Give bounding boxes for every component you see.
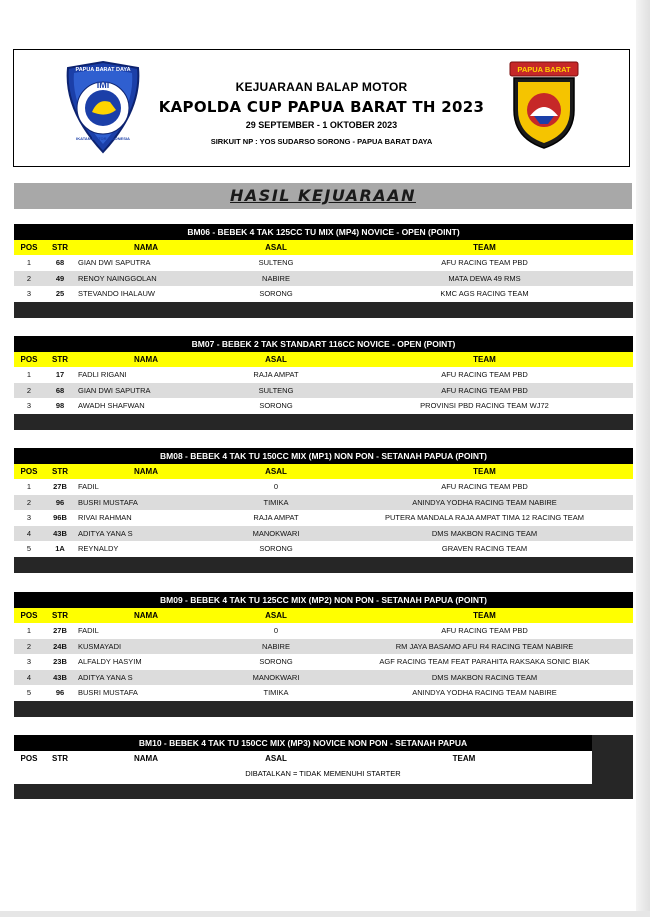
cell-team: AFU RACING TEAM PBD	[441, 626, 528, 635]
col-asal-header: ASAL	[265, 467, 287, 476]
result-row	[14, 654, 633, 670]
col-asal-header: ASAL	[265, 611, 287, 620]
cell-pos: 3	[26, 657, 32, 666]
col-pos-header: POS	[20, 611, 38, 620]
cell-team: MATA DEWA 49 RMS	[448, 273, 521, 283]
cell-nama: ADITYA YANA S	[78, 672, 133, 682]
col-nama-header: NAMA	[134, 243, 158, 252]
cell-str: 1A	[55, 544, 65, 553]
cell-nama: RIVAI RAHMAN	[78, 513, 132, 522]
cell-asal: SORONG	[259, 544, 293, 553]
col-str-header: STR	[52, 355, 68, 364]
column-header-row	[14, 352, 633, 367]
col-team-header: TEAM	[473, 467, 496, 476]
result-row	[14, 255, 633, 271]
cell-pos: 2	[26, 497, 32, 507]
cell-pos: 3	[26, 513, 32, 522]
cell-nama: FADIL	[78, 482, 99, 491]
col-asal-header: ASAL	[265, 243, 287, 252]
cell-pos: 3	[26, 401, 32, 410]
cancelled-section-body	[14, 735, 592, 784]
result-row	[14, 398, 633, 414]
cell-asal: SORONG	[259, 401, 293, 410]
cell-team: AFU RACING TEAM PBD	[441, 482, 528, 491]
cell-asal: SORONG	[259, 289, 293, 298]
cell-asal: 0	[273, 482, 279, 491]
cell-str: 98	[55, 401, 65, 410]
result-row	[14, 286, 633, 302]
column-header-row	[14, 751, 592, 766]
cell-str: 23B	[53, 657, 67, 666]
cell-pos: 2	[26, 641, 32, 651]
cell-team: DMS MAKBON RACING TEAM	[431, 672, 538, 682]
cell-str: 68	[55, 385, 65, 395]
col-team-header: TEAM	[473, 243, 496, 252]
result-row	[14, 271, 633, 287]
cell-nama: BUSRI MUSTAFA	[78, 688, 138, 697]
col-team-header: TEAM	[473, 355, 496, 364]
cell-nama: RENOY NAINGGOLAN	[78, 273, 157, 283]
cell-asal: NABIRE	[262, 641, 290, 651]
col-str-header: STR	[52, 243, 68, 252]
race-class-section	[14, 592, 633, 717]
cell-nama: STEVANDO IHALAUW	[78, 289, 155, 298]
cell-asal: SORONG	[259, 657, 293, 666]
cell-str: 43B	[53, 528, 67, 538]
cell-str: 49	[55, 273, 65, 283]
imi-logo-mid-text: IMI	[96, 80, 110, 90]
col-pos-header: POS	[20, 355, 38, 364]
col-pos-header: POS	[20, 467, 38, 476]
cell-team: ANINDYA YODHA RACING TEAM NABIRE	[412, 688, 557, 697]
cell-str: 17	[55, 370, 65, 379]
cell-nama: REYNALDY	[78, 544, 119, 553]
cell-pos: 1	[26, 482, 32, 491]
column-header-row	[14, 240, 633, 255]
cell-asal: RAJA AMPAT	[253, 370, 299, 379]
cell-pos: 5	[26, 688, 32, 697]
cell-pos: 1	[26, 258, 32, 267]
cell-str: 27B	[53, 626, 67, 635]
cell-nama: AWADH SHAFWAN	[78, 401, 145, 410]
col-nama-header: NAMA	[134, 467, 158, 476]
cell-asal: SULTENG	[258, 258, 294, 267]
cell-pos: 1	[26, 626, 32, 635]
cell-str: 96	[55, 688, 65, 697]
class-title: BM08 - BEBEK 4 TAK TU 150CC MIX (MP1) NON PON - SETANAH PAPUA (POINT)	[14, 448, 633, 464]
cell-str: 96	[55, 497, 65, 507]
cell-str: 25	[55, 289, 65, 298]
col-nama-header: NAMA	[134, 611, 158, 620]
imi-logo-top-text: PAPUA BARAT DAYA	[75, 67, 131, 73]
cell-team: PROVINSI PBD RACING TEAM WJ72	[420, 401, 549, 410]
col-team-header: TEAM	[473, 611, 496, 620]
cell-pos: 4	[26, 672, 32, 682]
class-title: BM10 - BEBEK 4 TAK TU 150CC MIX (MP3) NOVICE NON PON - SETANAH PAPUA	[14, 735, 592, 751]
cell-team: AFU RACING TEAM PBD	[441, 385, 528, 395]
col-nama-header: NAMA	[134, 355, 158, 364]
cell-pos: 2	[26, 385, 32, 395]
event-venue: SIRKUIT NP : YOS SUDARSO SORONG - PAPUA BARAT DAYA	[210, 137, 433, 146]
cancelled-note: DIBATALKAN = TIDAK MEMENUHI STARTER	[14, 766, 592, 782]
cell-team: AGF RACING TEAM FEAT PARAHITA RAKSAKA SONIC BIAK	[379, 657, 590, 666]
section-footer-bar	[14, 701, 633, 717]
cell-asal: RAJA AMPAT	[253, 513, 299, 522]
cell-pos: 3	[26, 289, 32, 298]
col-team-header: TEAM	[452, 754, 476, 763]
cell-nama: FADIL	[78, 626, 99, 635]
cell-team: AFU RACING TEAM PBD	[441, 258, 528, 267]
page-edge-bottom	[0, 911, 650, 917]
cell-team: GRAVEN RACING TEAM	[441, 544, 528, 553]
result-row	[14, 623, 633, 639]
col-pos-header: POS	[20, 243, 38, 252]
result-row	[14, 541, 633, 557]
cell-str: 96B	[53, 513, 67, 522]
cell-str: 24B	[53, 641, 67, 651]
event-title-line2: KAPOLDA CUP PAPUA BARAT TH 2023	[158, 98, 485, 116]
cell-nama: KUSMAYADI	[78, 641, 122, 651]
col-asal-header: ASAL	[265, 754, 287, 763]
result-row	[14, 670, 633, 686]
results-heading: HASIL KEJUARAAN	[230, 186, 416, 205]
event-header	[13, 49, 630, 167]
cell-asal: TIMIKA	[263, 497, 289, 507]
race-class-section-cancelled	[14, 735, 633, 799]
imi-logo-ring-text: IKATAN MOTOR INDONESIA	[76, 136, 130, 141]
cell-team: DMS MAKBON RACING TEAM	[431, 528, 538, 538]
polda-logo-banner-text: PAPUA BARAT	[517, 65, 571, 74]
class-title: BM09 - BEBEK 4 TAK TU 125CC MIX (MP2) NON PON - SETANAH PAPUA (POINT)	[14, 592, 633, 608]
cell-asal: MANOKWARI	[252, 672, 300, 682]
section-footer-bar	[14, 414, 633, 430]
cell-team: AFU RACING TEAM PBD	[441, 370, 528, 379]
cell-team: RM JAYA BASAMO AFU R4 RACING TEAM NABIRE	[395, 641, 574, 651]
class-title: BM06 - BEBEK 4 TAK 125CC TU MIX (MP4) NOVICE - OPEN (POINT)	[14, 224, 633, 240]
cell-nama: BUSRI MUSTAFA	[78, 497, 138, 507]
cell-asal: SULTENG	[258, 385, 294, 395]
cell-asal: TIMIKA	[263, 688, 289, 697]
col-nama-header: NAMA	[134, 754, 158, 763]
cell-nama: FADLI RIGANI	[78, 370, 127, 379]
cell-pos: 4	[26, 528, 32, 538]
result-row	[14, 479, 633, 495]
cell-nama: GIAN DWI SAPUTRA	[78, 258, 151, 267]
cell-str: 43B	[53, 672, 67, 682]
cell-nama: ADITYA YANA S	[78, 528, 133, 538]
col-str-header: STR	[52, 467, 68, 476]
cell-str: 27B	[53, 482, 67, 491]
column-header-row	[14, 464, 633, 479]
cell-pos: 1	[26, 370, 32, 379]
cell-pos: 2	[26, 273, 32, 283]
result-row	[14, 510, 633, 526]
section-footer-bar	[14, 302, 633, 318]
result-row	[14, 367, 633, 383]
cell-team: ANINDYA YODHA RACING TEAM NABIRE	[412, 497, 557, 507]
cell-asal: NABIRE	[262, 273, 290, 283]
race-class-section	[14, 448, 633, 573]
column-header-row	[14, 608, 633, 623]
cell-str: 68	[55, 258, 65, 267]
results-heading-bar	[14, 183, 632, 209]
result-row	[14, 383, 633, 399]
section-footer-bar	[14, 557, 633, 573]
result-row	[14, 495, 633, 511]
cell-pos: 5	[26, 544, 32, 553]
cell-nama: ALFALDY HASYIM	[78, 657, 142, 666]
result-row	[14, 526, 633, 542]
cell-team: PUTERA MANDALA RAJA AMPAT TIMA 12 RACING TEAM	[385, 513, 584, 522]
cell-asal: MANOKWARI	[252, 528, 300, 538]
col-pos-header: POS	[20, 754, 38, 763]
result-row	[14, 685, 633, 701]
col-str-header: STR	[52, 754, 68, 763]
cell-nama: GIAN DWI SAPUTRA	[78, 385, 151, 395]
polda-logo	[508, 58, 580, 150]
col-asal-header: ASAL	[265, 355, 287, 364]
cell-team: KMC AGS RACING TEAM	[440, 289, 529, 298]
event-title-line1: KEJUARAAN BALAP MOTOR	[235, 80, 408, 94]
col-str-header: STR	[52, 611, 68, 620]
page-edge-shadow	[636, 0, 650, 917]
race-class-section	[14, 336, 633, 430]
result-row	[14, 639, 633, 655]
class-title: BM07 - BEBEK 2 TAK STANDART 116CC NOVICE - OPEN (POINT)	[14, 336, 633, 352]
event-dates: 29 SEPTEMBER - 1 OKTOBER 2023	[245, 120, 398, 130]
race-class-section	[14, 224, 633, 318]
cell-asal: 0	[273, 626, 279, 635]
